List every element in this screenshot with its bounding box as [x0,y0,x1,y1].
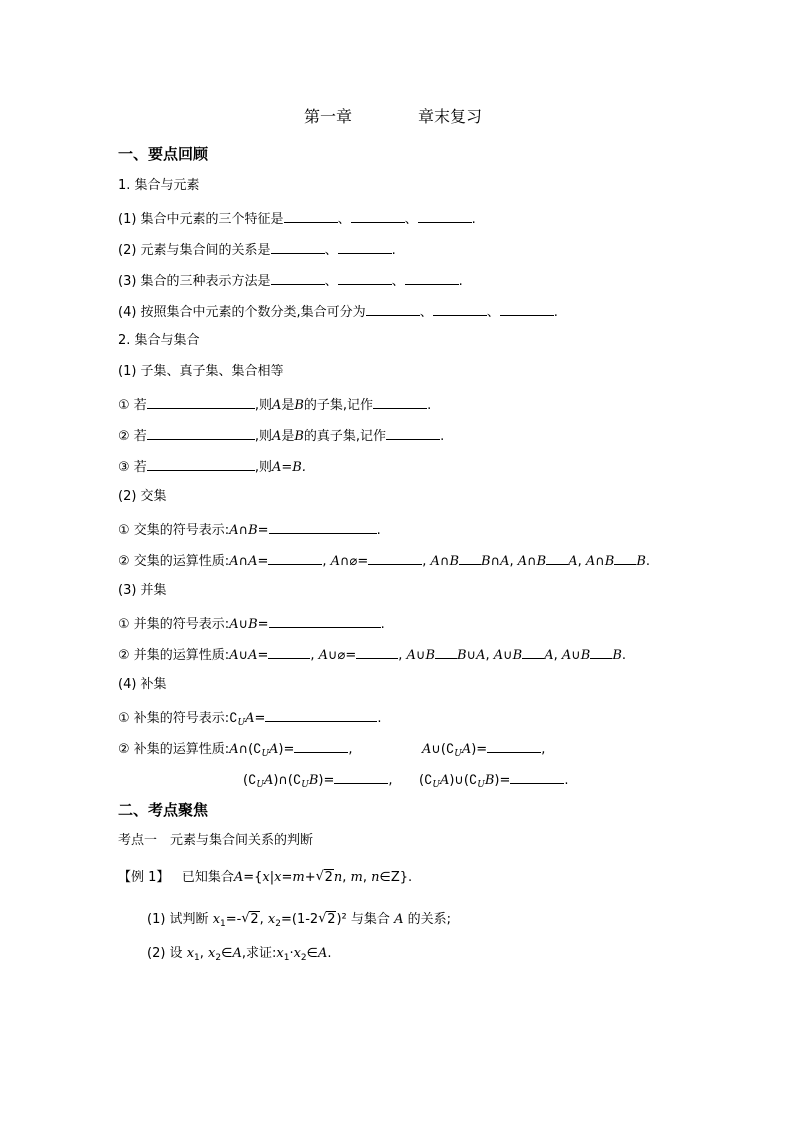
union-symbol: ① 并集的符号表示:A∪B= . [118,614,385,633]
question-1-4: (4) 按照集合中元素的个数分类,集合可分为 、 、 . [118,302,558,321]
intersection-symbol: ① 交集的符号表示:A∩B= . [118,520,381,539]
intersection-properties: ② 交集的运算性质:A∩A= , A∩⌀= , A∩B B∩A, A∩B A, A∩B B. [118,551,650,570]
complement-property-3: $(∁_UA)\cap(∁_UB)=$ , [243,770,393,793]
section-heading-1: 一、要点回顾 [118,145,209,163]
question-1-3: (3) 集合的三种表示方法是 、 、 . [118,271,463,290]
complement-symbol: ① 补集的符号表示$:∁_UA=$ . [118,708,382,731]
question-1-2: (2) 元素与集合间的关系是 、 . [118,240,396,259]
subset-item-1: ① 若 ,则A是B的子集,记作 . [118,395,431,414]
union-heading: (3) 并集 [118,583,167,598]
section-heading-2: 二、考点聚焦 [118,801,209,819]
subset-item-3: ③ 若 ,则A=B. [118,457,306,476]
key-point-1: 考点一 元素与集合间关系的判断 [118,833,314,848]
complement-property-4: $(∁_UA)\cup(∁_UB)=$ . [419,770,569,793]
complement-heading: (4) 补集 [118,677,167,692]
question-1-1: (1) 集合中元素的三个特征是 、 、 . [118,209,476,228]
subsection-1: 1. 集合与元素 [118,178,200,193]
subsection-2: 2. 集合与集合 [118,333,200,348]
intersection-heading: (2) 交集 [118,489,167,504]
example-1-question-1: (1) 试判断 $x_1=-√$ 2, $x_2=(1-2√$ 2)² 与集合 A 的关系; [147,912,451,932]
chapter-title: 章末复习 [418,107,483,126]
subset-heading: (1) 子集、真子集、集合相等 [118,364,284,379]
subset-item-2: ② 若 ,则A是B的真子集,记作 . [118,426,444,445]
union-properties: ② 并集的运算性质:A∪A= , A∪⌀= , A∪B B∪A, A∪B A, A∪B B. [118,645,626,664]
complement-properties: ② 补集的运算性质$:A\cap(∁_UA)=$ , [118,739,353,762]
chapter-number: 第一章 [304,107,353,126]
complement-property-2: $A\cup(∁_UA)=$ , [422,739,545,762]
example-1-question-2: (2) 设 $x_1$, $x_2\in A$,求证$:x_1\cdot x_2\in A$. [147,946,332,963]
example-1: 【例 1】 已知集合A={x|x=m+√ 2n, m, n∈Z}. [118,870,412,886]
